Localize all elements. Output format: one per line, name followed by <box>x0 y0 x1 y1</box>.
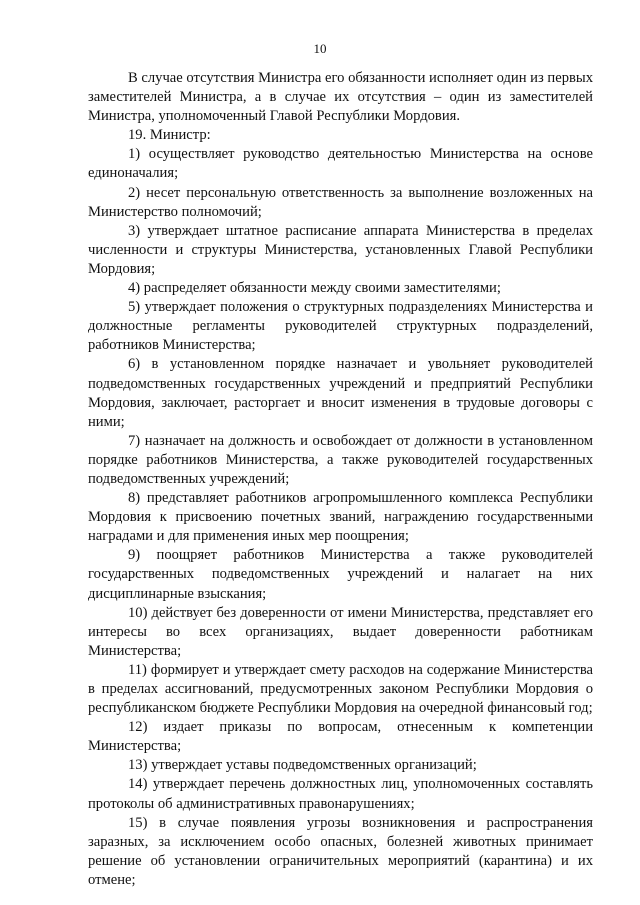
paragraph-item-7: 7) назначает на должность и освобождает от должности в установленном порядке работников Министерства, а также руководителей государственных подведомственных учреждений; <box>88 432 593 487</box>
paragraph-item-14: 14) утверждает перечень должностных лиц, уполномоченных составлять протоколы об административных правонарушениях; <box>88 776 593 812</box>
paragraph-item-6: 6) в установленном порядке назначает и увольняет руководителей подведомственных государственных учреждений и предприятий Республики Мордовия, заключает, расторгает и вносит изменения в трудовые договоры с ними; <box>88 356 593 430</box>
paragraph-item-15: 15) в случае появления угрозы возникновения и распространения заразных, за исключением особо опасных, болезней животных принимает решение об установлении ограничительных мероприятий (карантина) и их отмене; <box>88 814 593 888</box>
document-body <box>88 69 593 890</box>
page-number: 10 <box>313 41 327 56</box>
paragraph-minister-absence: В случае отсутствия Министра его обязанности исполняет один из первых заместителей Министра, а в случае их отсутствия – один из заместителей Министра, уполномоченный Главой Республики Мордовия. <box>88 70 593 125</box>
paragraph-item-5: 5) утверждает положения о структурных подразделениях Министерства и должностные регламенты руководителей структурных подразделений, работников Министерства; <box>88 299 593 354</box>
paragraph-item-9: 9) поощряет работников Министерства а также руководителей государственных подведомственных учреждений и налагает на них дисциплинарные взыскания; <box>88 547 593 602</box>
paragraph-section-19-heading: 19. Министр: <box>128 127 211 144</box>
paragraph-item-10: 10) действует без доверенности от имени Министерства, представляет его интересы во всех организациях, выдает доверенности работникам Министерства; <box>88 604 593 659</box>
paragraph-item-13: 13) утверждает уставы подведомственных организаций; <box>128 757 477 774</box>
paragraph-item-4: 4) распределяет обязанности между своими заместителями; <box>128 280 501 297</box>
paragraph-item-12: 12) издает приказы по вопросам, отнесенным к компетенции Министерства; <box>88 719 593 755</box>
paragraph-item-11: 11) формирует и утверждает смету расходов на содержание Министерства в пределах ассигнований, предусмотренных законом Республики Мордовия о республиканском бюджете Республики Мордовия на очередной финансовый год; <box>88 661 593 717</box>
paragraph-item-2: 2) несет персональную ответственность за выполнение возложенных на Министерство полномочий; <box>88 184 593 220</box>
paragraph-item-1: 1) осуществляет руководство деятельностью Министерства на основе единоначалия; <box>88 146 593 182</box>
paragraph-item-3: 3) утверждает штатное расписание аппарата Министерства в пределах численности и структуры Министерства, установленных Главой Республики Мордовия; <box>88 222 593 277</box>
paragraph-item-8: 8) представляет работников агропромышленного комплекса Республики Мордовия к присвоению почетных званий, награждению государственными наградами и для применения иных мер поощрения; <box>88 490 593 545</box>
